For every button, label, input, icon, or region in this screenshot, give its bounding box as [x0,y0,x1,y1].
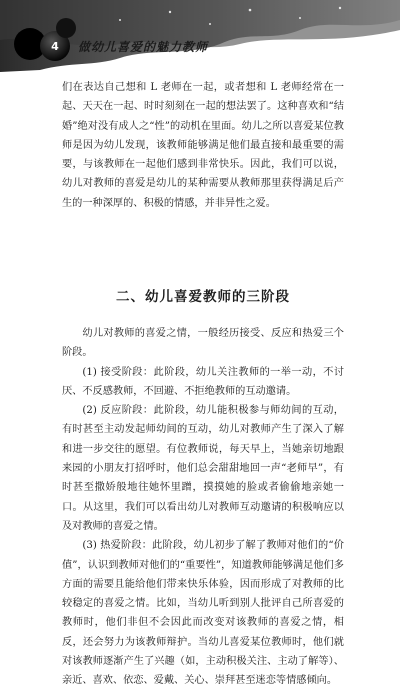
running-header-title: 做幼儿喜爱的魅力教师 [78,40,209,54]
header-banner [0,0,400,82]
paragraph-stage-love: (3) 热爱阶段：此阶段，幼儿初步了解了教师对他们的“价值”，认识到教师对他们的“重要性”，知道教师能够满足他们多方面的需要且能给他们带来快乐体验，因而形成了对教师的比较稳定的喜爱之情。比如，当幼儿听到别人批评自己所喜爱的教师时，他们非但不会因此而改变对该教师的喜爱之情，相反，还会努力为该教师辩护。当幼儿喜爱某位教师时，他们就对该教师逐渐产生了兴趣（如，主动积极关注、主动了解等）、亲近、喜欢、依恋、爱戴、关心、崇拜甚至迷恋等情感倾向。 [62,540,344,687]
page-number: 4 [51,40,59,53]
paragraph-overview: 幼儿对教师的喜爱之情，一般经历接受、反应和热爱三个阶段。 [62,328,344,359]
paragraph-stage-accept: (1) 接受阶段：此阶段，幼儿关注教师的一举一动，不讨厌、不反感教师，不回避、不拒绝教师的互动邀请。 [62,366,344,397]
section-title: 二、幼儿喜爱教师的三阶段 [116,289,290,305]
paragraph-stage-respond: (2) 反应阶段：此阶段，幼儿能积极参与师幼间的互动，有时甚至主动发起师幼间的互动，幼儿对教师产生了深入了解和进一步交往的愿望。有位教师说，每天早上，当她亲切地跟来园的小朋友打招呼时，他们总会甜甜地回一声“老师早”，有时甚至撒娇般地往她怀里蹭，摸摸她的脸或者偷偷地亲她一口。从这里，我们可以看出幼儿对教师互动邀请的积极响应以及对教师的喜爱之情。 [62,405,344,532]
section-body [62,324,344,691]
intro-paragraph-block [62,78,344,213]
intro-paragraph: 们在表达自己想和 L 老师在一起，或者想和 L 老师经常在一起、天天在一起、时时刻刻在一起的想法罢了。这种喜欢和“结婚”绝对没有成人之“性”的动机在里面。幼儿之所以喜爱某位教师是因为幼儿发现，该教师能够满足他们最直接和最重要的需要，与该教师在一起他们感到非常快乐。因此，我们可以说，幼儿对教师的喜爱是幼儿的某种需要从教师那里获得满足后产生的一种深厚的、积极的情感，并非异性之爱。 [62,82,344,209]
